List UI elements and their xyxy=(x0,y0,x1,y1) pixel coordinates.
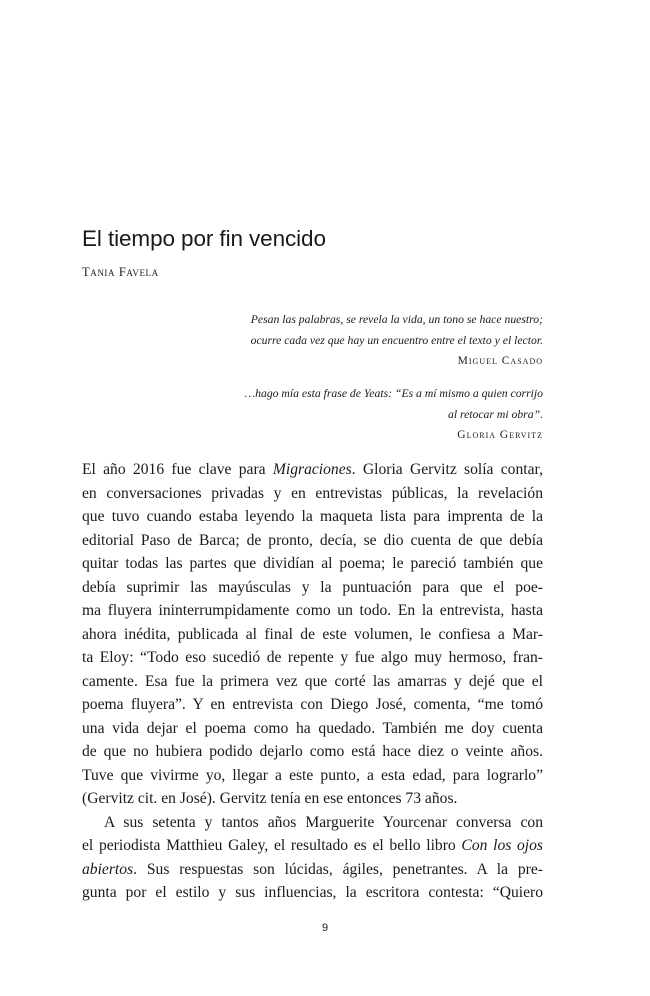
epigraph-source: Miguel Casado xyxy=(457,355,543,367)
body-line: ahora inédita, publicada al final de este volumen, le confiesa a Mar- xyxy=(82,625,543,643)
epigraph-line: Pesan las palabras, se revela la vida, un tono se hace nuestro; xyxy=(250,313,543,326)
body-line: (Gervitz cit. en José). Gervitz tenía en ese entonces 73 años. xyxy=(82,790,458,807)
body-line: ta Eloy: “Todo eso sucedió de repente y fue algo muy hermoso, fran- xyxy=(82,649,543,666)
body-line: El año 2016 fue clave para Migraciones. Gloria Gervitz solía contar, xyxy=(82,461,543,478)
body-line: A sus setenta y tantos años Marguerite Yourcenar conversa con xyxy=(104,813,543,831)
epigraph-line: ocurre cada vez que hay un encuentro entre el texto y el lector. xyxy=(250,333,543,347)
book-title-con-los-ojos: Con los ojos xyxy=(461,837,544,854)
body-line: abiertos. Sus respuestas son lúcidas, ágiles, penetrantes. A la pre- xyxy=(82,860,543,878)
body-line: debía suprimir las mayúsculas y la puntuación para que el poe- xyxy=(82,578,543,596)
book-title-abiertos: abiertos xyxy=(82,860,134,878)
body-line: poema fluyera”. Y en entrevista con Diego José, comenta, “me tomó xyxy=(82,696,543,713)
body-line: Tuve que vivirme yo, llegar a este punto, a esta edad, para lograrlo” xyxy=(82,766,543,784)
book-title-migraciones: Migraciones xyxy=(272,461,352,478)
body-line: en conversaciones privadas y en entrevistas públicas, la revelación xyxy=(82,484,543,502)
epigraph-2 xyxy=(245,384,543,446)
body-text xyxy=(82,458,543,905)
author-name: Tania Favela xyxy=(82,265,159,279)
body-line: de que no hubiera podido dejarlo como está hace diez o veinte años. xyxy=(82,743,543,760)
body-line: editorial Paso de Barca; de pronto, decía, se dio cuenta de que debía xyxy=(82,531,543,549)
epigraph-line: …hago mía esta frase de Yeats: “Es a mí mismo a quien corrijo xyxy=(244,387,543,400)
body-line: gunta por el estilo y sus influencias, la escritora contesta: “Quiero xyxy=(82,884,543,901)
chapter-title: El tiempo por fin vencido xyxy=(82,226,326,251)
epigraph-1 xyxy=(251,310,543,372)
body-line: camente. Esa fue la primera vez que corté las amarras y dejé que el xyxy=(82,672,543,690)
body-line: quitar todas las partes que dividían al poema; le pareció también que xyxy=(82,555,543,572)
body-line: ma fluyera ininterrumpidamente como un todo. En la entrevista, hasta xyxy=(82,602,543,619)
body-line: el periodista Matthieu Galey, el resultado es el bello libro Con los ojos xyxy=(82,837,544,854)
body-line: una vida dejar el poema como ha quedado. También me doy cuenta xyxy=(82,719,543,737)
epigraph-source: Gloria Gervitz xyxy=(457,429,543,441)
page-number: 9 xyxy=(321,922,329,934)
epigraph-line: al retocar mi obra”. xyxy=(447,407,543,421)
body-line: que tuvo cuando estaba leyendo la maqueta lista para imprenta de la xyxy=(82,508,543,525)
